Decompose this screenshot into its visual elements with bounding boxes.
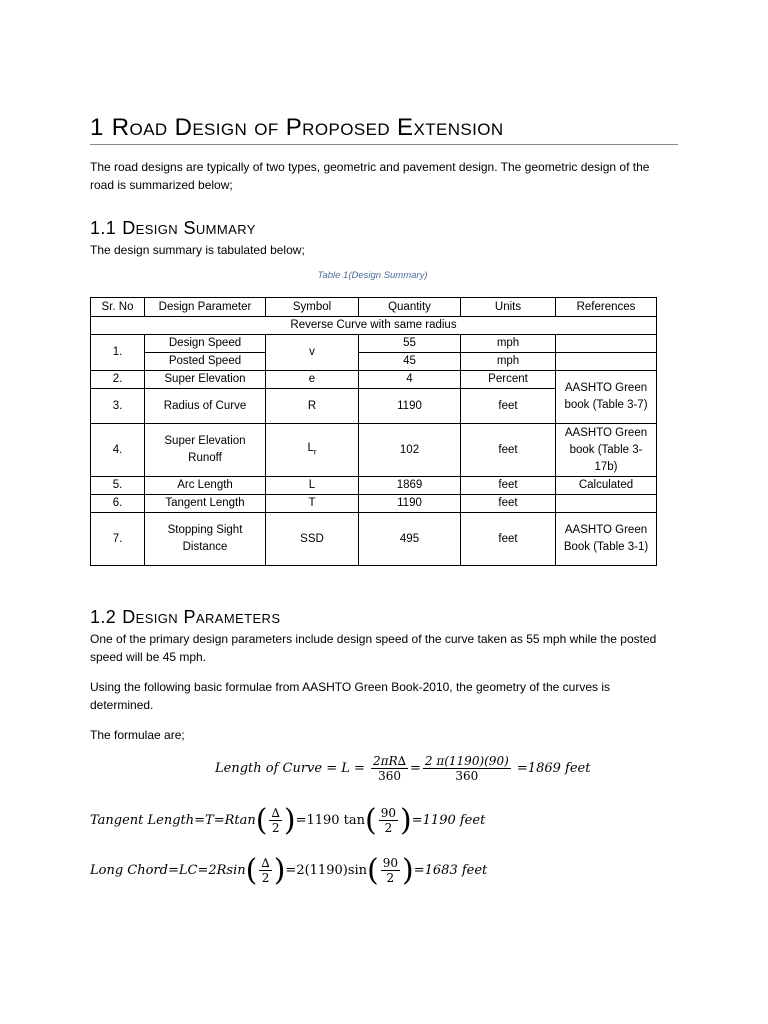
summary-intro: The design summary is tabulated below; <box>90 243 305 257</box>
numerator: ∆ <box>261 856 270 870</box>
formula-rhs: =1190 feet <box>411 813 486 828</box>
denominator: 2 <box>384 821 393 835</box>
formula-lhs: Tangent Length=T=Rtan <box>90 813 256 828</box>
fraction <box>259 856 271 885</box>
heading-text: Road Design of Proposed Extension <box>111 114 504 141</box>
cell-param: Tangent Length <box>145 495 266 513</box>
denominator: 2 <box>261 871 270 885</box>
fraction <box>381 856 400 885</box>
right-paren: ) <box>273 853 286 888</box>
fraction <box>379 806 398 835</box>
cell-qty: 55 <box>359 335 461 353</box>
formula-length-of-curve <box>215 754 590 783</box>
formula-mid: =2(1190)sin <box>285 863 368 878</box>
right-paren: ) <box>402 853 414 888</box>
cell-symbol: L <box>266 477 359 495</box>
col-header: References <box>556 298 657 317</box>
numerator: ∆ <box>271 806 280 820</box>
table-caption: Table 1(Design Summary) <box>317 270 428 281</box>
section-number: 1.2 <box>90 607 117 627</box>
cell-sr: 2. <box>91 371 145 389</box>
table-group-row <box>91 317 657 335</box>
numerator: 90 <box>380 806 397 820</box>
cell-param: Design Speed <box>145 335 266 353</box>
denominator: 2 <box>271 821 280 835</box>
intro-paragraph: The road designs are typically of two types, geometric and pavement design. The geometric design of the road is summarized below; <box>90 160 650 192</box>
left-paren: ( <box>367 853 379 888</box>
group-label: Reverse Curve with same radius <box>91 317 657 335</box>
col-header: Design Parameter <box>145 298 266 317</box>
cell-qty: 1869 <box>359 477 461 495</box>
formula-tangent-length <box>90 803 485 838</box>
heading-number: 1 <box>90 114 104 141</box>
cell-qty: 1190 <box>359 495 461 513</box>
section-title: Design Parameters <box>122 607 281 627</box>
parameters-paragraph: One of the primary design parameters include design speed of the curve taken as 55 mph while the posted speed will be 45 mph. <box>90 632 657 664</box>
heading-road-design <box>90 113 678 145</box>
cell-symbol: v <box>266 335 359 371</box>
design-summary-table <box>90 297 657 566</box>
col-header: Sr. No <box>91 298 145 317</box>
col-header: Units <box>461 298 556 317</box>
cell-units: feet <box>461 513 556 566</box>
cell-ref <box>556 335 657 353</box>
formula-rhs: =1683 feet <box>413 863 488 878</box>
cell-qty: 102 <box>359 424 461 477</box>
cell-ref: Calculated <box>556 477 657 495</box>
table-row <box>91 335 657 353</box>
section-heading-design-summary <box>90 217 256 239</box>
cell-units: feet <box>461 477 556 495</box>
cell-symbol: SSD <box>266 513 359 566</box>
cell-units: Percent <box>461 371 556 389</box>
section-title: Design Summary <box>122 218 256 238</box>
table-row <box>91 353 657 371</box>
cell-param: Radius of Curve <box>145 389 266 424</box>
cell-qty: 1190 <box>359 389 461 424</box>
cell-param: Posted Speed <box>145 353 266 371</box>
equals: = <box>409 761 421 776</box>
table-row <box>91 477 657 495</box>
cell-qty: 4 <box>359 371 461 389</box>
cell-sr: 6. <box>91 495 145 513</box>
denominator: 360 <box>378 769 401 783</box>
cell-sr: 4. <box>91 424 145 477</box>
cell-ref: AASHTO Green book (Table 3-17b) <box>556 424 657 477</box>
cell-ref: AASHTO Green Book (Table 3-1) <box>556 513 657 566</box>
cell-sr: 7. <box>91 513 145 566</box>
cell-param: Stopping Sight Distance <box>145 513 266 566</box>
fraction <box>423 754 511 783</box>
table-row <box>91 424 657 477</box>
numerator: 2 π(1190)(90) <box>424 754 509 768</box>
table-row <box>91 495 657 513</box>
cell-units: mph <box>461 335 556 353</box>
numerator: 90 <box>382 856 399 870</box>
right-paren: ) <box>283 803 296 838</box>
table-header-row <box>91 298 657 317</box>
formula-lhs: Length of Curve = L = <box>215 761 365 776</box>
table-row <box>91 371 657 389</box>
right-paren: ) <box>400 803 412 838</box>
fraction <box>371 754 408 783</box>
fraction <box>269 806 281 835</box>
denominator: 2 <box>386 871 395 885</box>
formula-long-chord <box>90 853 487 888</box>
cell-ref <box>556 495 657 513</box>
formula-rhs: =1869 feet <box>516 761 591 776</box>
left-paren: ( <box>255 803 268 838</box>
col-header: Symbol <box>266 298 359 317</box>
cell-sr: 1. <box>91 335 145 371</box>
formula-lhs: Long Chord=LC=2Rsin <box>90 863 246 878</box>
section-number: 1.1 <box>90 218 117 238</box>
section-heading-design-parameters <box>90 606 280 628</box>
cell-units: feet <box>461 495 556 513</box>
formula-mid: =1190 tan <box>295 813 366 828</box>
cell-symbol: R <box>266 389 359 424</box>
symbol-main: L <box>307 441 314 454</box>
cell-sr: 3. <box>91 389 145 424</box>
left-paren: ( <box>245 853 258 888</box>
cell-qty: 45 <box>359 353 461 371</box>
formulae-intro-paragraph: Using the following basic formulae from AASHTO Green Book-2010, the geometry of the curves is determined. <box>90 680 611 712</box>
cell-symbol: T <box>266 495 359 513</box>
cell-units: feet <box>461 424 556 477</box>
col-header: Quantity <box>359 298 461 317</box>
cell-qty: 495 <box>359 513 461 566</box>
cell-symbol: e <box>266 371 359 389</box>
numerator: 2πR∆ <box>373 754 406 768</box>
cell-units: feet <box>461 389 556 424</box>
table-row <box>91 513 657 566</box>
cell-param: Super Elevation Runoff <box>145 424 266 477</box>
denominator: 360 <box>455 769 479 783</box>
symbol-sub: r <box>313 447 317 457</box>
left-paren: ( <box>365 803 377 838</box>
cell-ref: AASHTO Green book (Table 3-7) <box>556 371 657 424</box>
cell-sr: 5. <box>91 477 145 495</box>
cell-param: Super Elevation <box>145 371 266 389</box>
cell-symbol <box>266 424 359 477</box>
cell-units: mph <box>461 353 556 371</box>
formulae-label: The formulae are; <box>90 728 185 742</box>
cell-ref <box>556 353 657 371</box>
cell-param: Arc Length <box>145 477 266 495</box>
